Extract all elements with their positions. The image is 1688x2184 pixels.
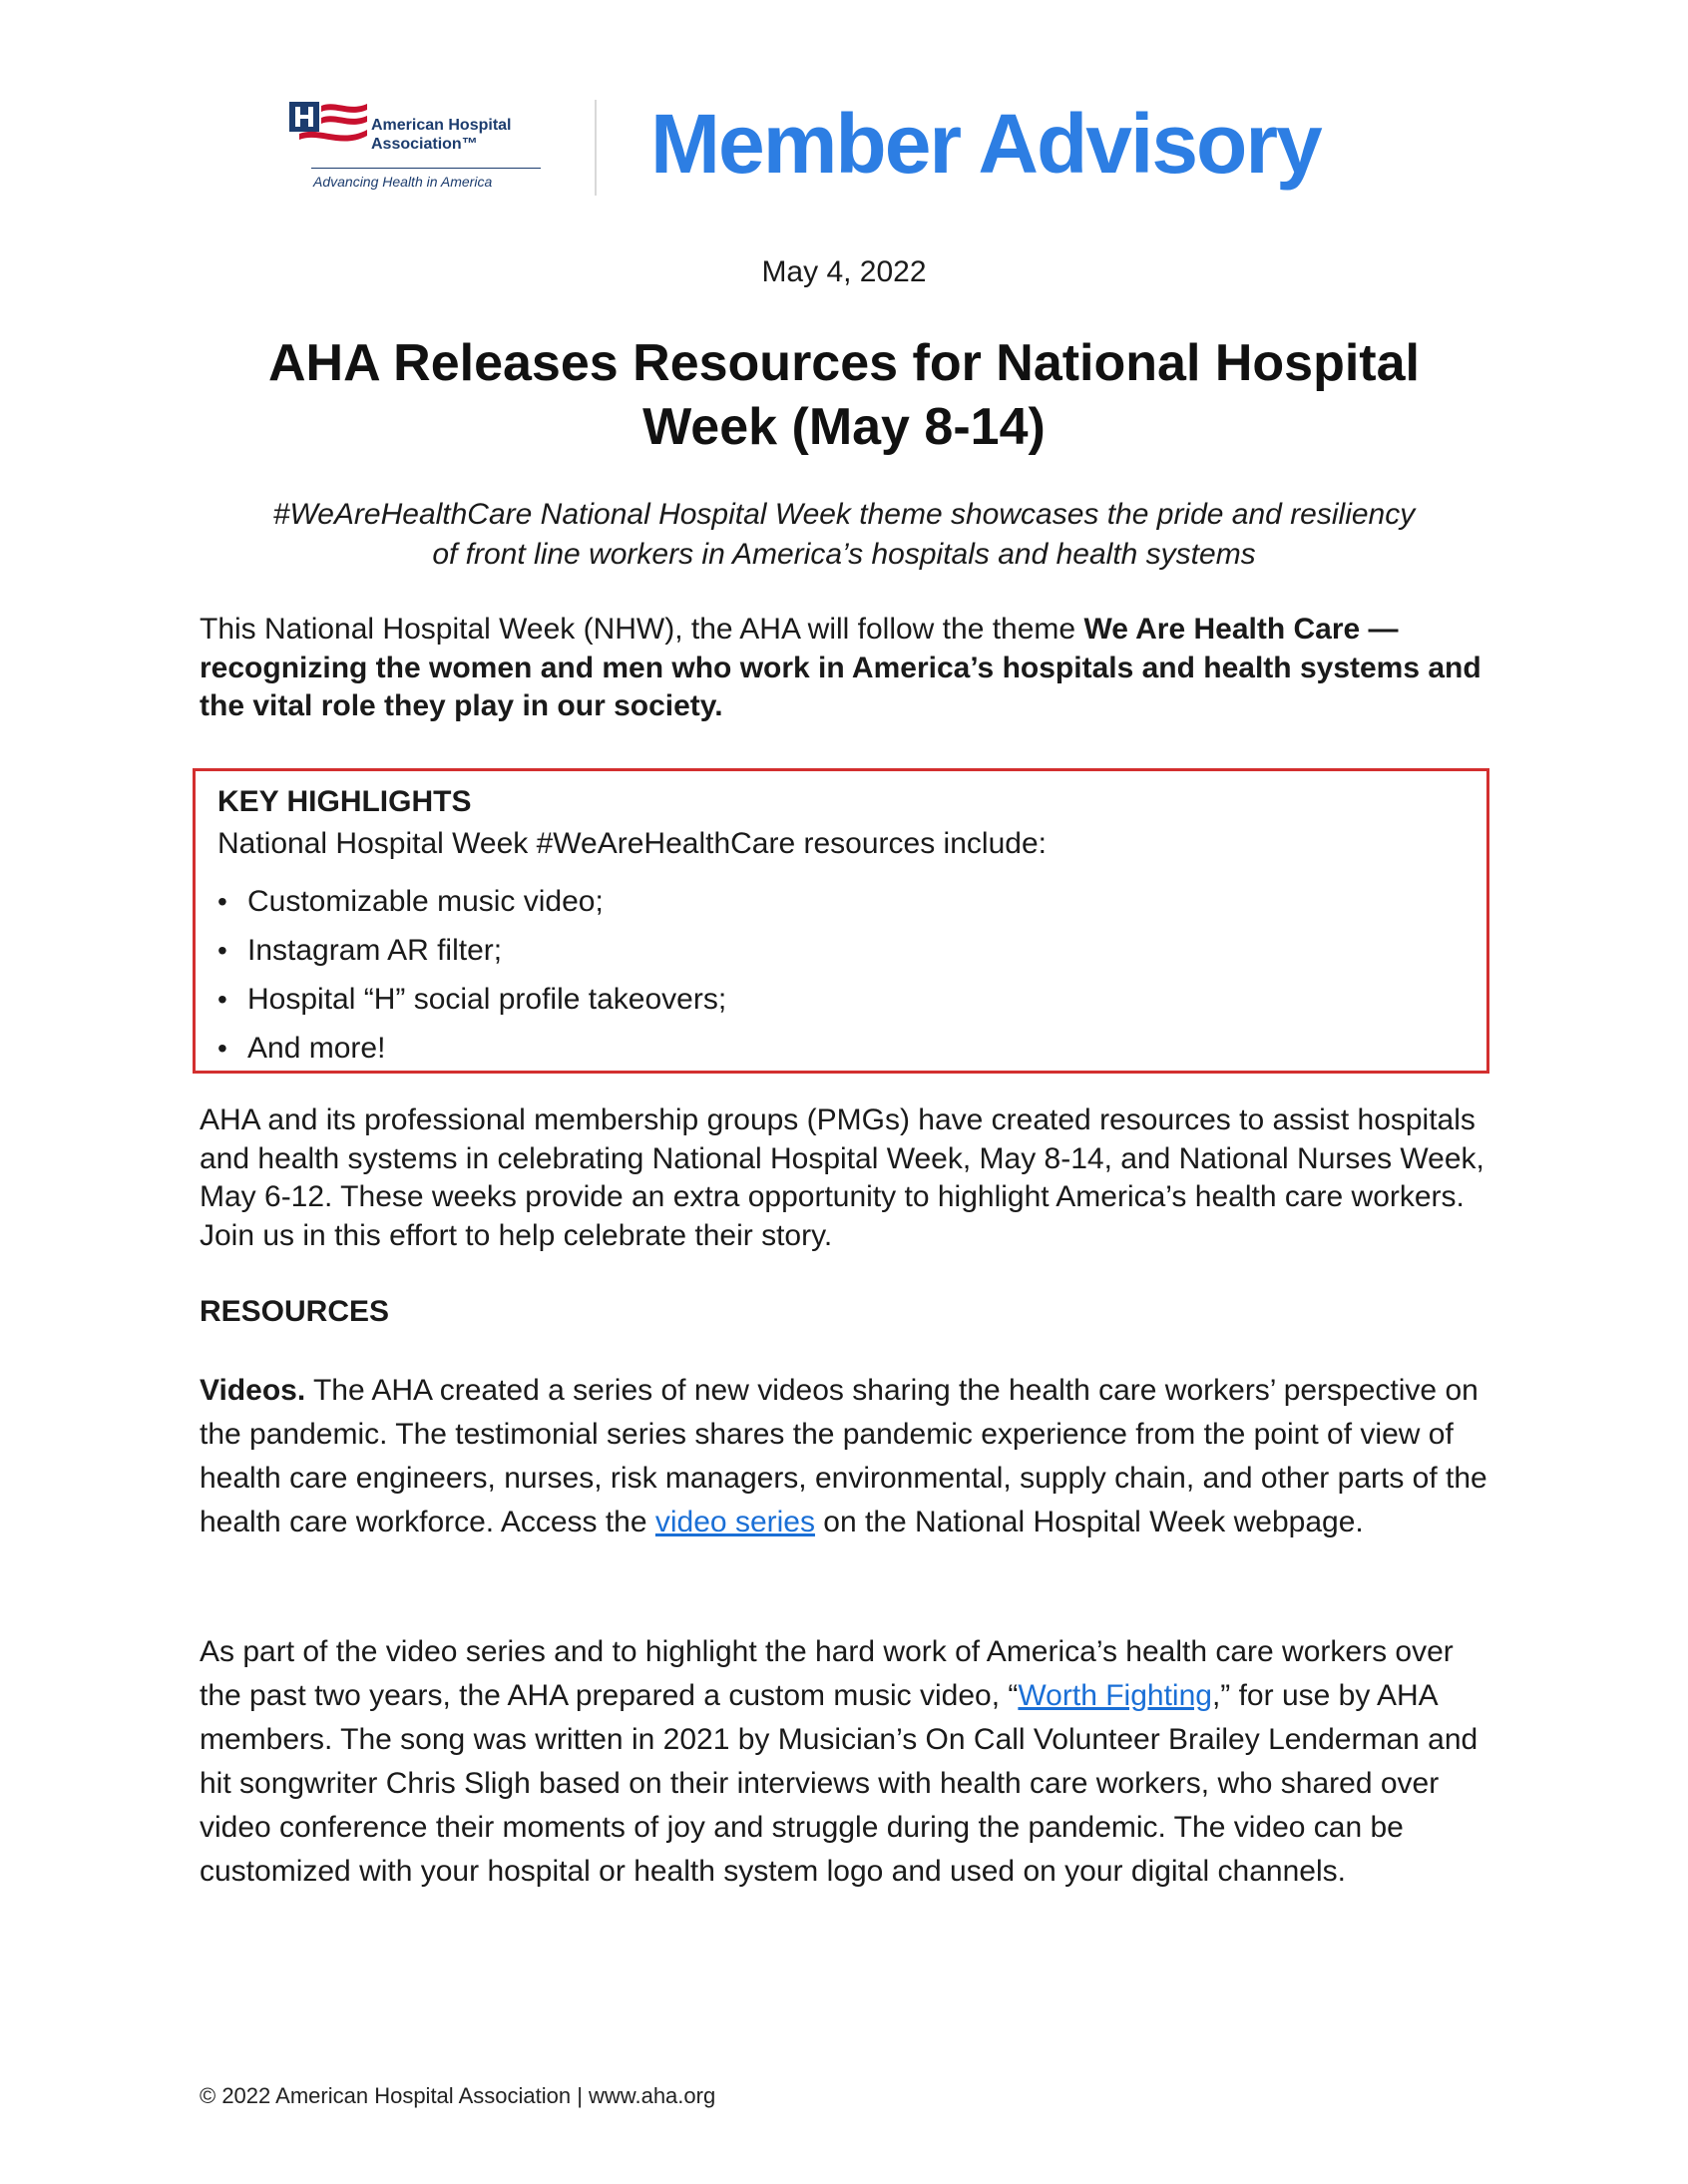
- header-divider: [595, 100, 597, 196]
- subtitle-line1: #WeAreHealthCare National Hospital Week theme showcases the pride and resiliency: [272, 498, 1416, 531]
- intro-plain-text: This National Hospital Week (NHW), the AHA will follow the theme: [200, 613, 1084, 646]
- aha-h-flag-icon: [289, 100, 369, 152]
- subtitle-line2: of front line workers in America’s hospitals and health systems: [432, 538, 1256, 571]
- videos-tail: on the National Hospital Week webpage.: [814, 1506, 1364, 1538]
- video-series-link[interactable]: video series: [654, 1506, 815, 1538]
- intro-bold-text: We Are Health Care — recognizing the women and men who work in America’s hospitals and health systems and the vital role they play in our society.: [200, 613, 1481, 722]
- advisory-title: Member Advisory: [650, 97, 1321, 191]
- videos-paragraph: [200, 1369, 1496, 1544]
- worth-fighting-link[interactable]: Worth Fighting: [1018, 1679, 1212, 1712]
- page-footer: © 2022 American Hospital Association | www.aha.org: [200, 2083, 716, 2108]
- intro-paragraph: [200, 611, 1496, 726]
- logo-name-line1: American Hospital: [371, 117, 512, 134]
- key-highlights-title: KEY HIGHLIGHTS: [217, 785, 472, 818]
- videos-text: The AHA created a series of new videos sharing the health care workers’ perspective on the pandemic. The testimonial series shares the pandemic experience from the point of view of health care engineers, nurses, risk managers, environmental, supply chain, and other parts of the health care workforce. Access the: [200, 1374, 1487, 1538]
- key-highlights-list: [217, 877, 726, 1073]
- list-item: • Instagram AR filter;: [217, 926, 726, 975]
- list-item: • Customizable music video;: [217, 877, 726, 926]
- logo-name-line2: Association™: [371, 136, 478, 153]
- pmg-paragraph: AHA and its professional membership groups (PMGs) have created resources to assist hospitals and health systems in celebrating National Hospital Week, May 8-14, and National Nurses Week, May 6-12. These weeks provide an extra opportunity to highlight America’s health care workers. Join us in this effort to help celebrate their story.: [200, 1103, 1484, 1252]
- list-item: • Hospital “H” social profile takeovers;: [217, 975, 726, 1024]
- page-title: AHA Releases Resources for National Hospital Week (May 8-14): [268, 334, 1420, 456]
- key-highlights-box: [193, 768, 1489, 1074]
- subtitle: [200, 495, 1488, 575]
- logo-name: [371, 116, 511, 154]
- music-tail: ,” for use by AHA members. The song was written in 2021 by Musician’s On Call Volunteer Brailey Lenderman and hit songwriter Chris Sligh based on their interviews with health care workers, who shared over video conference their moments of joy and struggle during the pandemic. The video can be customized with your hospital or health system logo and used on your digital channels.: [200, 1679, 1478, 1888]
- music-video-paragraph: [200, 1630, 1496, 1894]
- music-text: As part of the video series and to highlight the hard work of America’s health care workers over the past two years, the AHA prepared a custom music video, “: [200, 1635, 1454, 1712]
- logo-tagline: Advancing Health in America: [313, 174, 493, 190]
- list-item: • And more!: [217, 1024, 726, 1073]
- advisory-date: May 4, 2022: [761, 255, 927, 288]
- resources-heading: RESOURCES: [200, 1295, 390, 1328]
- aha-logo: [289, 100, 549, 200]
- videos-lead: Videos.: [200, 1374, 306, 1407]
- logo-divider: [311, 168, 541, 169]
- key-highlights-intro: National Hospital Week #WeAreHealthCare resources include:: [217, 827, 1047, 860]
